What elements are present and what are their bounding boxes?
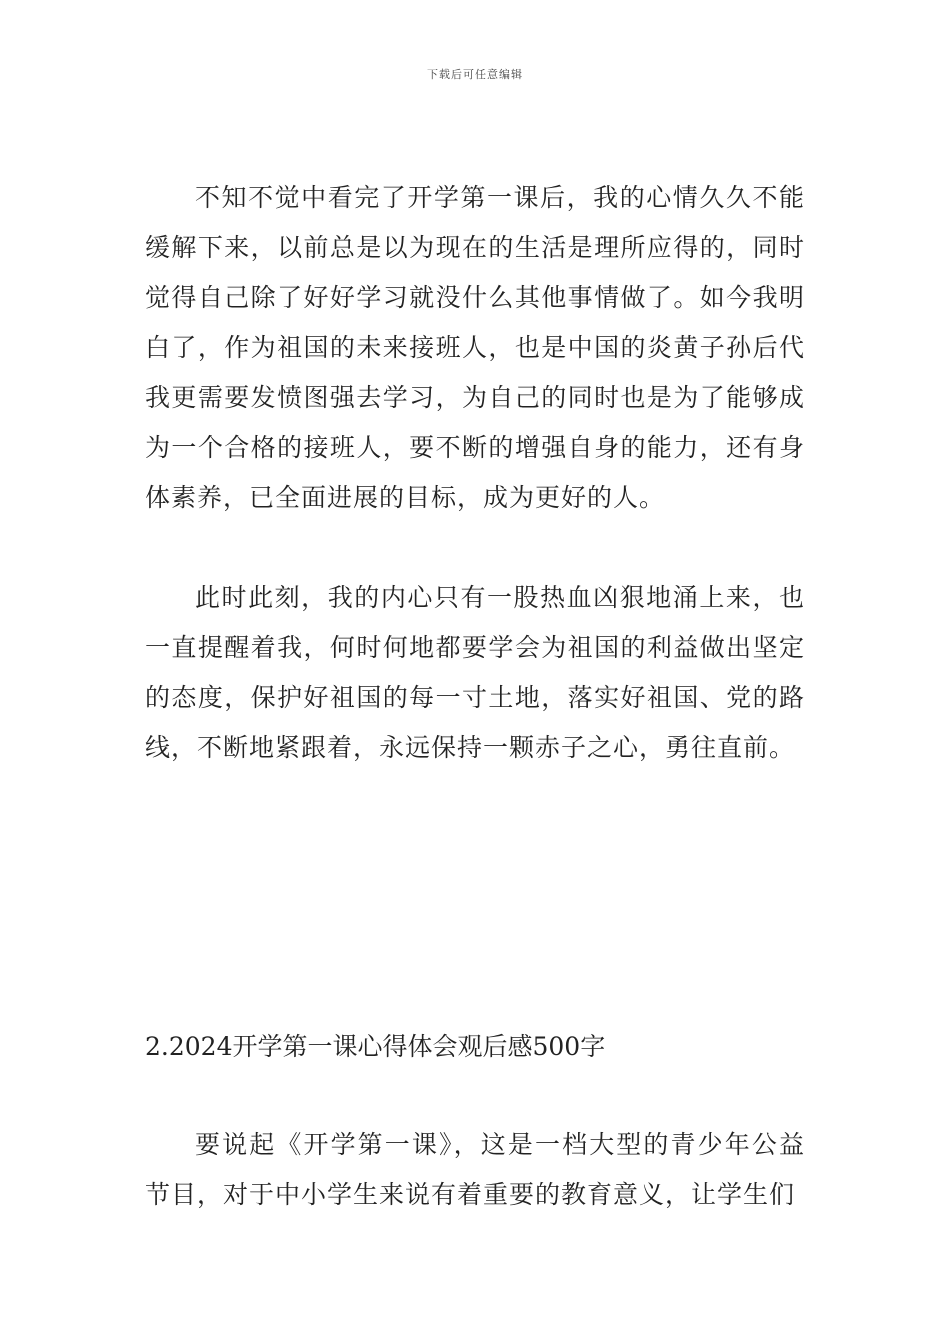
section-heading: 2.2024开学第一课心得体会观后感500字 [145,1032,606,1061]
paragraph-1-block [145,173,805,523]
paragraph-3-block [145,1120,805,1220]
paragraph-1: 不知不觉中看完了开学第一课后，我的心情久久不能缓解下来，以前总是以为现在的生活是理所应得的，同时觉得自己除了好好学习就没什么其他事情做了。如今我明白了，作为祖国的未来接班人，也是中国的炎黄子孙后代我更需要发愤图强去学习，为自己的同时也是为了能够成为一个合格的接班人，要不断的增强自身的能力，还有身体素养，已全面进展的目标，成为更好的人。 [145,183,805,512]
paragraph-2-block [145,573,805,773]
paragraph-2: 此时此刻，我的内心只有一股热血凶狠地涌上来，也一直提醒着我，何时何地都要学会为祖国的利益做出坚定的态度，保护好祖国的每一寸土地，落实好祖国、党的路线，不断地紧跟着，永远保持一颗赤子之心，勇往直前。 [145,583,805,762]
paragraph-3: 要说起《开学第一课》，这是一档大型的青少年公益节目，对于中小学生来说有着重要的教育意义，让学生们 [145,1130,805,1209]
page-header: 下载后可任意编辑 [427,68,523,81]
section-heading-block [145,1022,805,1072]
